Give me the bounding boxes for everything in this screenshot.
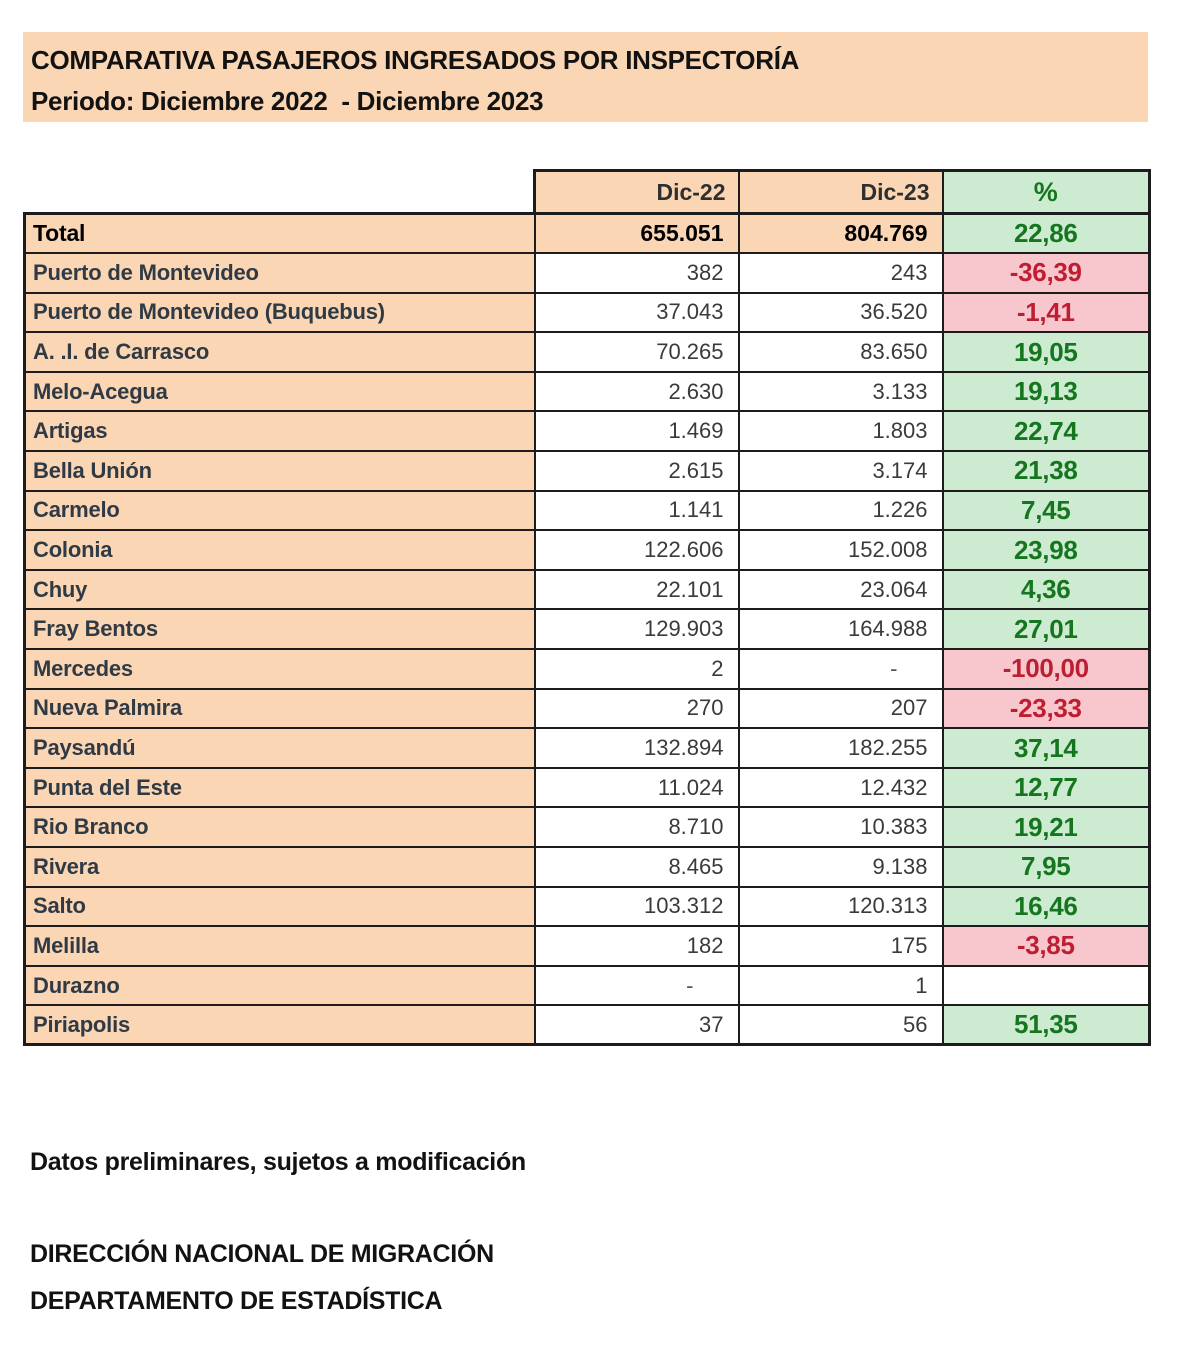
value-dic23: 3.174 (739, 451, 943, 491)
pct-change: 37,14 (943, 728, 1150, 768)
table-row (25, 411, 1150, 451)
value-dic22: 129.903 (535, 609, 739, 649)
org-name: DIRECCIÓN NACIONAL DE MIGRACIÓN (30, 1240, 494, 1268)
value-dic22: 132.894 (535, 728, 739, 768)
table-row (25, 530, 1150, 570)
col-header-dic23: Dic-23 (739, 171, 943, 214)
row-label: Puerto de Montevideo (Buquebus) (25, 293, 535, 333)
row-label: A. .I. de Carrasco (25, 332, 535, 372)
pct-change: -1,41 (943, 293, 1150, 333)
value-dic23: 120.313 (739, 887, 943, 927)
row-label: Punta del Este (25, 768, 535, 808)
row-label: Mercedes (25, 649, 535, 689)
value-dic23: 243 (739, 253, 943, 293)
value-dic23: 36.520 (739, 293, 943, 333)
value-dic23: 83.650 (739, 332, 943, 372)
pct-change: 4,36 (943, 570, 1150, 610)
comparison-table (23, 169, 1151, 1046)
table-body (25, 214, 1150, 1045)
row-label: Fray Bentos (25, 609, 535, 649)
pct-change (943, 966, 1150, 1006)
org-department: DEPARTAMENTO DE ESTADÍSTICA (30, 1287, 443, 1315)
value-dic22: 8.465 (535, 847, 739, 887)
value-dic23: 23.064 (739, 570, 943, 610)
row-label: Piriapolis (25, 1005, 535, 1045)
table-row (25, 768, 1150, 808)
pct-change: 19,21 (943, 807, 1150, 847)
value-dic23: 804.769 (739, 214, 943, 254)
report-period: Periodo: Diciembre 2022 - Diciembre 2023 (31, 86, 544, 116)
pct-change: 23,98 (943, 530, 1150, 570)
pct-change: 21,38 (943, 451, 1150, 491)
value-dic22: 270 (535, 689, 739, 729)
pct-change: -36,39 (943, 253, 1150, 293)
row-label: Salto (25, 887, 535, 927)
value-dic23: 1.803 (739, 411, 943, 451)
value-dic22: 2.630 (535, 372, 739, 412)
table-row (25, 926, 1150, 966)
value-dic22: 1.469 (535, 411, 739, 451)
pct-change: 12,77 (943, 768, 1150, 808)
row-label: Durazno (25, 966, 535, 1006)
pct-change: -23,33 (943, 689, 1150, 729)
table-row (25, 253, 1150, 293)
pct-change: 19,05 (943, 332, 1150, 372)
table-row (25, 372, 1150, 412)
pct-change: -3,85 (943, 926, 1150, 966)
table-row (25, 728, 1150, 768)
value-dic23: 175 (739, 926, 943, 966)
value-dic22: 8.710 (535, 807, 739, 847)
value-dic22: 11.024 (535, 768, 739, 808)
value-dic23: 152.008 (739, 530, 943, 570)
row-label: Nueva Palmira (25, 689, 535, 729)
value-dic22: 1.141 (535, 491, 739, 531)
table-row (25, 332, 1150, 372)
value-dic22: 2 (535, 649, 739, 689)
row-label: Chuy (25, 570, 535, 610)
table-row (25, 847, 1150, 887)
value-dic23: 207 (739, 689, 943, 729)
value-dic23: 9.138 (739, 847, 943, 887)
row-label: Artigas (25, 411, 535, 451)
report-title-block (23, 32, 1148, 122)
row-label: Colonia (25, 530, 535, 570)
row-label: Total (25, 214, 535, 254)
table-row (25, 649, 1150, 689)
value-dic23: 1.226 (739, 491, 943, 531)
row-label: Melilla (25, 926, 535, 966)
row-label: Carmelo (25, 491, 535, 531)
col-header-dic22: Dic-22 (535, 171, 739, 214)
value-dic22: 103.312 (535, 887, 739, 927)
value-dic22: 182 (535, 926, 739, 966)
pct-change: 7,45 (943, 491, 1150, 531)
header-empty-cell (25, 171, 535, 214)
table-row (25, 451, 1150, 491)
value-dic22: 37.043 (535, 293, 739, 333)
preliminary-note: Datos preliminares, sujetos a modificación (30, 1148, 526, 1176)
row-label: Melo-Acegua (25, 372, 535, 412)
value-dic22: 382 (535, 253, 739, 293)
value-dic23: 1 (739, 966, 943, 1006)
pct-change: 16,46 (943, 887, 1150, 927)
value-dic22: - (535, 966, 739, 1006)
value-dic23: 10.383 (739, 807, 943, 847)
pct-change: 19,13 (943, 372, 1150, 412)
value-dic22: 655.051 (535, 214, 739, 254)
col-header-percent: % (943, 171, 1150, 214)
table-header-row (25, 171, 1150, 214)
table-row (25, 293, 1150, 333)
value-dic23: 12.432 (739, 768, 943, 808)
pct-change: -100,00 (943, 649, 1150, 689)
row-label: Rio Branco (25, 807, 535, 847)
pct-change: 27,01 (943, 609, 1150, 649)
table-row (25, 570, 1150, 610)
pct-change: 22,74 (943, 411, 1150, 451)
table-row (25, 609, 1150, 649)
value-dic23: 56 (739, 1005, 943, 1045)
row-label: Rivera (25, 847, 535, 887)
pct-change: 22,86 (943, 214, 1150, 254)
value-dic22: 70.265 (535, 332, 739, 372)
pct-change: 51,35 (943, 1005, 1150, 1045)
table-row (25, 966, 1150, 1006)
comparison-table-wrapper (23, 169, 1151, 1046)
value-dic22: 22.101 (535, 570, 739, 610)
report-title: COMPARATIVA PASAJEROS INGRESADOS POR INSPECTORÍA (31, 45, 800, 75)
value-dic23: - (739, 649, 943, 689)
table-row (25, 491, 1150, 531)
table-row-total (25, 214, 1150, 254)
value-dic23: 182.255 (739, 728, 943, 768)
value-dic22: 37 (535, 1005, 739, 1045)
value-dic23: 164.988 (739, 609, 943, 649)
table-row (25, 887, 1150, 927)
table-row (25, 1005, 1150, 1045)
value-dic23: 3.133 (739, 372, 943, 412)
row-label: Bella Unión (25, 451, 535, 491)
value-dic22: 2.615 (535, 451, 739, 491)
pct-change: 7,95 (943, 847, 1150, 887)
table-row (25, 689, 1150, 729)
table-row (25, 807, 1150, 847)
row-label: Paysandú (25, 728, 535, 768)
row-label: Puerto de Montevideo (25, 253, 535, 293)
value-dic22: 122.606 (535, 530, 739, 570)
